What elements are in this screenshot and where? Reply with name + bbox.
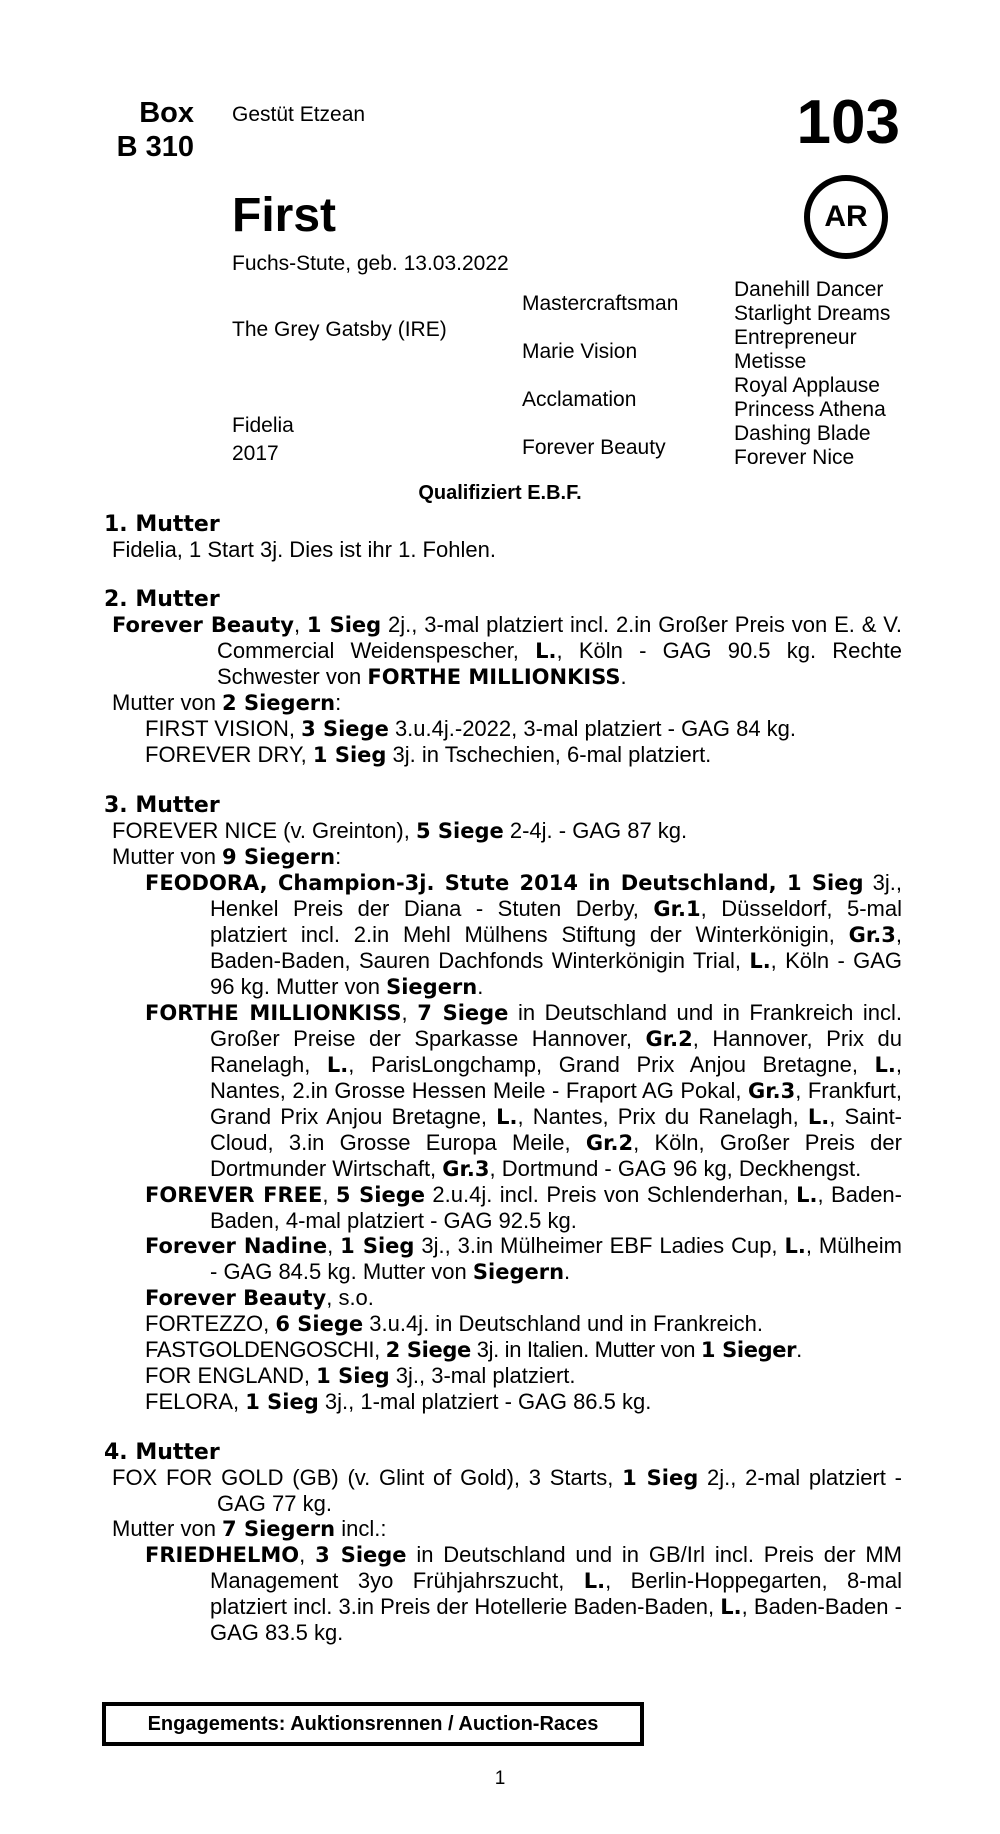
offspring-entry: Forever Nadine, 1 Sieg 3j., 3.in Mülheimer EBF Ladies Cup, L., Mülheim - GAG 84.5 kg. Mutter von Siegern. xyxy=(145,1233,902,1284)
engagements-box: Engagements: Auktionsrennen / Auction-Races xyxy=(102,1702,644,1746)
box-line2: B 310 xyxy=(116,131,194,163)
offspring-entry: FEODORA, Champion-3j. Stute 2014 in Deutschland, 1 Sieg 3j., Henkel Preis der Diana - Stuten Derby, Gr.1, Düsseldorf, 5-mal platziert incl. 2.in Mehl Mülhens Stiftung der Winterkönigin, Gr.3, Baden-Baden, Sauren Dachfonds Winterkönigin Trial, L., Köln - GAG 96 kg. Mutter von Siegern. xyxy=(145,870,902,999)
offspring-entry: FASTGOLDENGOSCHI, 2 Siege 3j. in Italien. Mutter von 1 Sieger. xyxy=(145,1337,802,1362)
pedigree-grandparent: Forever Beauty xyxy=(522,436,666,459)
ar-badge-text: AR xyxy=(824,200,868,233)
lot-number: 103 xyxy=(796,88,900,157)
pedigree-dam-year: 2017 xyxy=(232,442,279,465)
horse-subtitle: Fuchs-Stute, geb. 13.03.2022 xyxy=(232,252,509,275)
pedigree-ggp: Royal Applause xyxy=(734,374,880,397)
produce-line: Mutter von 2 Siegern: xyxy=(112,690,342,715)
section-mutter-4 xyxy=(104,1440,902,1645)
produce-line: Mutter von 7 Siegern incl.: xyxy=(112,1516,387,1541)
offspring-entry: FORTHE MILLIONKISS, 7 Siege in Deutschland und in Frankreich incl. Großer Preise der Sparkasse Hannover, Gr.2, Hannover, Prix du Ranelagh, L., ParisLongchamp, Grand Prix Anjou Bretagne, L., Nantes, 2.in Grosse Hessen Meile - Fraport AG Pokal, Gr.3, Frankfurt, Grand Prix Anjou Bretagne, L., Nantes, Prix du Ranelagh, L., Saint-Cloud, 3.in Grosse Europa Meile, Gr.2, Köln, Großer Preis der Dortmunder Wirtschaft, Gr.3, Dortmund - GAG 96 kg, Deckhengst. xyxy=(145,1000,903,1181)
offspring-entry: FORTEZZO, 6 Siege 3.u.4j. in Deutschland und in Frankreich. xyxy=(145,1311,764,1336)
pedigree-ggp: Forever Nice xyxy=(734,446,855,469)
pedigree-ggp: Starlight Dreams xyxy=(734,302,891,325)
horse-name-bold: Forever Beauty xyxy=(112,613,294,637)
wins: 1 Sieg xyxy=(306,613,382,637)
breeder: Gestüt Etzean xyxy=(232,103,366,126)
ar-badge-icon xyxy=(804,175,888,259)
section-mutter-2 xyxy=(104,587,902,768)
pedigree-great-grandparents xyxy=(734,278,890,470)
pedigree-grandparent: Mastercraftsman xyxy=(522,292,679,315)
dam-entry: FOREVER NICE (v. Greinton), 5 Siege 2-4j. - GAG 87 kg. xyxy=(112,818,688,843)
dam-entry: Fidelia, 1 Start 3j. Dies ist ihr 1. Fohlen. xyxy=(112,537,496,562)
pedigree-ggp: Dashing Blade xyxy=(734,422,871,445)
box-label xyxy=(117,96,194,164)
offspring-entry: FELORA, 1 Sieg 3j., 1-mal platziert - GAG 86.5 kg. xyxy=(145,1389,652,1414)
pedigree-ggp: Princess Athena xyxy=(734,398,886,421)
section-heading: 1. Mutter xyxy=(104,512,220,537)
pedigree-ggp: Danehill Dancer xyxy=(734,278,884,301)
section-heading: 4. Mutter xyxy=(104,1440,220,1465)
produce-line: Mutter von 9 Siegern: xyxy=(112,844,342,869)
dam-entry: FOX FOR GOLD (GB) (v. Glint of Gold), 3 Starts, 1 Sieg 2j., 2-mal platziert - GAG 77 kg. xyxy=(112,1465,902,1516)
pedigree-grandparent: Marie Vision xyxy=(522,340,638,363)
section-heading: 2. Mutter xyxy=(104,587,220,612)
offspring-entry: FRIEDHELMO, 3 Siege in Deutschland und in GB/Irl incl. Preis der MM Management 3yo Frühjahrszucht, L., Berlin-Hoppegarten, 8-mal platziert incl. 3.in Preis der Hotellerie Baden-Baden, L., Baden-Baden - GAG 83.5 kg. xyxy=(145,1542,902,1645)
section-mutter-1 xyxy=(104,512,902,562)
pedigree-grandparent: Acclamation xyxy=(522,388,637,411)
qualified-note: Qualifiziert E.B.F. xyxy=(418,482,582,504)
section-heading: 3. Mutter xyxy=(104,793,220,818)
pedigree-ggp: Entrepreneur xyxy=(734,326,857,349)
pedigree-ggp: Metisse xyxy=(734,350,807,373)
pedigree-dam: Fidelia xyxy=(232,414,294,437)
page-number: 1 xyxy=(494,1768,506,1789)
horse-name: First xyxy=(232,189,337,242)
offspring-entry: FOR ENGLAND, 1 Sieg 3j., 3-mal platziert. xyxy=(145,1363,576,1388)
offspring-entry: FOREVER FREE, 5 Siege 2.u.4j. incl. Preis von Schlenderhan, L., Baden-Baden, 4-mal platziert - GAG 92.5 kg. xyxy=(145,1182,902,1233)
section-mutter-3 xyxy=(104,793,902,1415)
offspring-entry: FIRST VISION, 3 Siege 3.u.4j.-2022, 3-mal platziert - GAG 84 kg. xyxy=(145,716,797,741)
family-record xyxy=(104,512,902,1670)
pedigree-sire: The Grey Gatsby (IRE) xyxy=(232,318,447,341)
dam-entry: Forever Beauty, 1 Sieg 2j., 3-mal platziert incl. 2.in Großer Preis von E. & V. Commercial Weidenspescher, L., Köln - GAG 90.5 kg. Rechte Schwester von FORTHE MILLIONKISS. xyxy=(112,612,903,689)
offspring-entry: Forever Beauty, s.o. xyxy=(145,1285,374,1310)
offspring-entry: FOREVER DRY, 1 Sieg 3j. in Tschechien, 6-mal platziert. xyxy=(145,742,712,767)
box-line1: Box xyxy=(139,97,194,129)
